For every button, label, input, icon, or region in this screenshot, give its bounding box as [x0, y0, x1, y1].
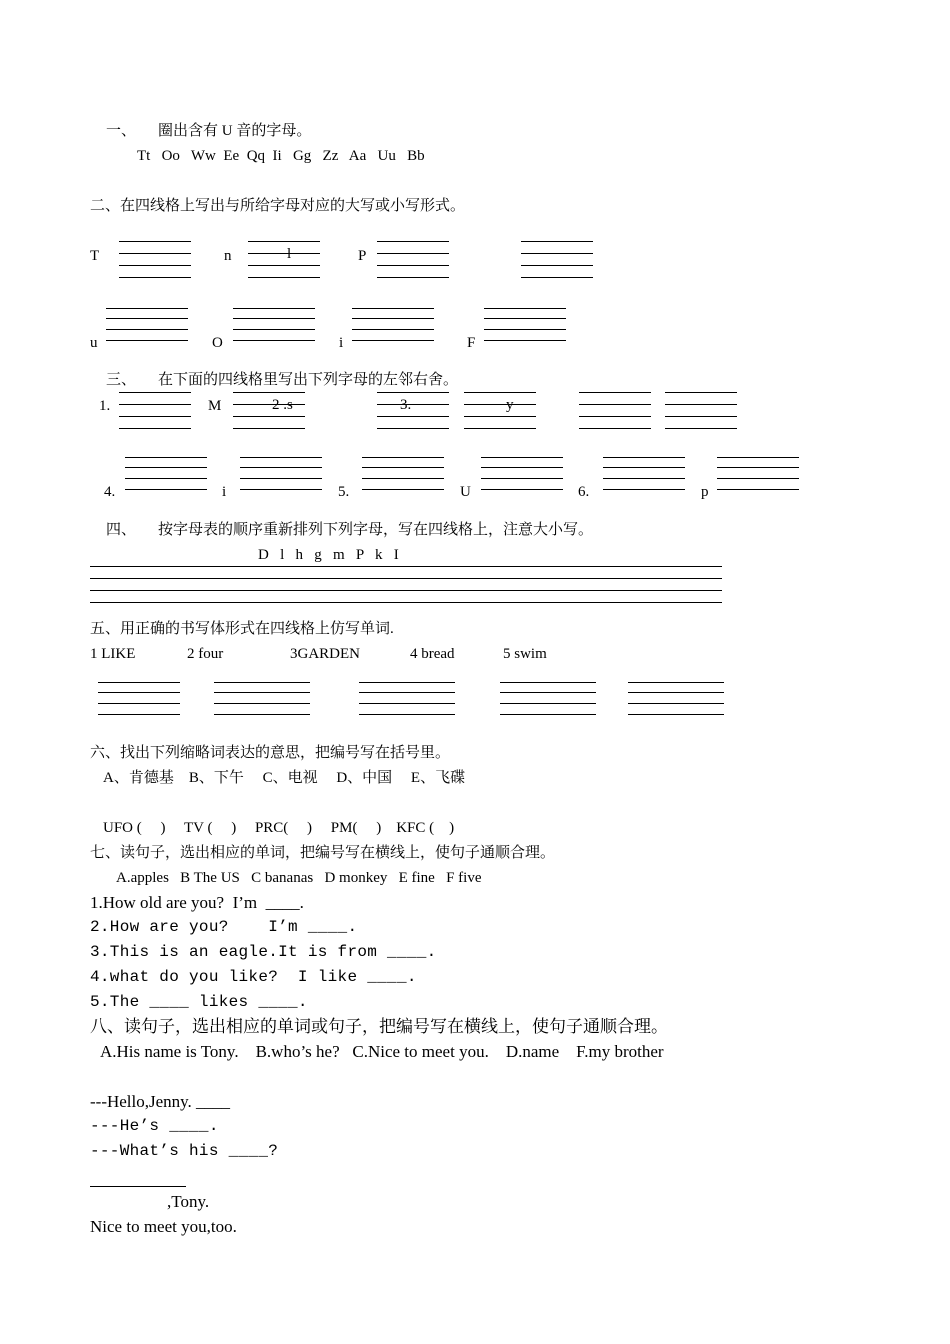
dialogue-line-5: Nice to meet you,too.	[90, 1217, 237, 1236]
letter-label: O	[212, 335, 223, 351]
letter-label: F	[467, 335, 476, 351]
four-line-grid[interactable]	[233, 308, 315, 342]
four-line-grid[interactable]	[484, 308, 566, 342]
section-8-title: 八、读句子，选出相应的单词或句子，把编号写在横线上，使句子通顺合理。	[90, 1017, 668, 1036]
four-line-grid[interactable]	[248, 241, 320, 279]
section-1-number: 一、	[106, 123, 137, 139]
four-line-grid[interactable]	[464, 392, 536, 430]
question-5: 5.The ____ likes ____.	[90, 993, 308, 1011]
four-line-grid[interactable]	[665, 392, 737, 430]
letter-label: n	[224, 248, 232, 264]
section-8-options: A.His name is Tony. B.who’s he? C.Nice to meet you. D.name F.my brother	[100, 1042, 664, 1061]
four-line-grid[interactable]	[603, 457, 685, 491]
section-3-title: 在下面的四线格里写出下列字母的左邻右舍。	[158, 372, 459, 388]
section-7-options: A.apples B The US C bananas D monkey E fine F five	[116, 870, 482, 886]
item-number: 4.	[104, 484, 116, 500]
section-6-items: UFO ( ) TV ( ) PRC( ) PM( ) KFC ( )	[103, 820, 455, 836]
four-line-grid[interactable]	[500, 682, 596, 716]
dialogue-line-4: ,Tony.	[167, 1192, 210, 1211]
section-6-options: A、肯德基 B、下午 C、电视 D、中国 E、飞碟	[103, 770, 466, 786]
four-line-grid[interactable]	[579, 392, 651, 430]
four-line-grid[interactable]	[377, 241, 449, 279]
four-line-grid[interactable]	[214, 682, 310, 716]
letter-label: U	[460, 484, 471, 500]
grid-inline-letter: y	[506, 397, 514, 413]
word-5: 5 swim	[503, 646, 547, 662]
letter-label: M	[208, 398, 222, 414]
section-6-title: 六、找出下列缩略词表达的意思，把编号写在括号里。	[90, 745, 451, 761]
section-7-title: 七、读句子，选出相应的单词，把编号写在横线上，使句子通顺合理。	[90, 845, 556, 861]
letter-label: i	[339, 335, 344, 351]
four-line-grid[interactable]	[106, 308, 188, 342]
four-line-grid[interactable]	[125, 457, 207, 491]
four-line-grid[interactable]	[98, 682, 180, 716]
question-1: 1.How old are you? I’m ____.	[90, 893, 304, 912]
section-2-title: 二、在四线格上写出与所给字母对应的大写或小写形式。	[90, 198, 466, 214]
section-4-title: 按字母表的顺序重新排列下列字母，写在四线格上，注意大小写。	[158, 522, 594, 538]
four-line-grid[interactable]	[362, 457, 444, 491]
four-line-grid[interactable]	[119, 392, 191, 430]
section-4-letters: D l h g m P k I	[258, 547, 399, 563]
letter-label: p	[701, 484, 709, 500]
four-line-grid[interactable]	[717, 457, 799, 491]
question-4: 4.what do you like? I like ____.	[90, 968, 417, 986]
section-1-letters: Tt Oo Ww Ee Qq Ii Gg Zz Aa Uu Bb	[137, 148, 425, 164]
letter-label: u	[90, 335, 98, 351]
word-1: 1 LIKE	[90, 646, 136, 662]
four-line-grid[interactable]	[359, 682, 455, 716]
item-number: 6.	[578, 484, 590, 500]
four-line-grid[interactable]	[240, 457, 322, 491]
four-line-grid[interactable]	[481, 457, 563, 491]
four-line-grid[interactable]	[352, 308, 434, 342]
word-2: 2 four	[187, 646, 224, 662]
word-3: 3GARDEN	[290, 646, 360, 662]
letter-label: T	[90, 248, 100, 264]
four-line-grid[interactable]	[377, 392, 449, 430]
answer-blank-line[interactable]	[90, 1186, 186, 1187]
dialogue-line-3: ---What’s his ____?	[90, 1142, 279, 1160]
section-1-title: 圈出含有 U 音的字母。	[158, 123, 312, 139]
four-line-grid[interactable]	[233, 392, 305, 430]
question-3: 3.This is an eagle.It is from ____.	[90, 943, 437, 961]
four-line-grid[interactable]	[628, 682, 724, 716]
grid-inline-letter: 2 .s	[272, 397, 293, 413]
grid-inline-number: 3.	[400, 397, 412, 413]
word-4: 4 bread	[410, 646, 455, 662]
section-5-title: 五、用正确的书写体形式在四线格上仿写单词.	[90, 621, 394, 637]
section-4-number: 四、	[106, 522, 137, 538]
item-number: 1.	[99, 398, 111, 414]
grid-inline-letter: l	[287, 246, 292, 262]
four-line-grid[interactable]	[119, 241, 191, 279]
four-line-grid[interactable]	[521, 241, 593, 279]
question-2: 2.How are you? I’m ____.	[90, 918, 358, 936]
dialogue-line-1: ---Hello,Jenny. ____	[90, 1092, 231, 1111]
letter-label: P	[358, 248, 367, 264]
dialogue-line-2: ---He’s ____.	[90, 1117, 219, 1135]
letter-label: i	[222, 484, 227, 500]
item-number: 5.	[338, 484, 350, 500]
section-3-number: 三、	[106, 372, 137, 388]
long-four-line-grid[interactable]	[90, 566, 722, 606]
